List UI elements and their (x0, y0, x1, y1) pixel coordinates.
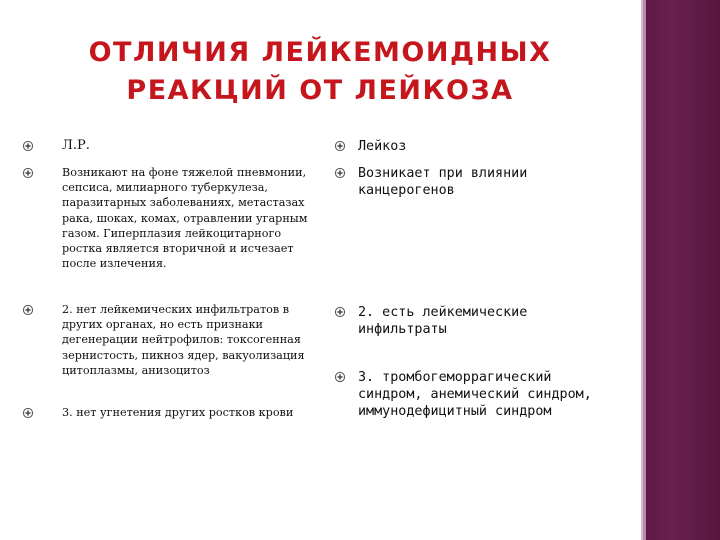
ornamental-bullet-icon (22, 407, 34, 419)
ornamental-bullet-icon (22, 140, 34, 152)
right-item-text: 2. есть лейкемические инфильтраты (358, 305, 528, 338)
ornamental-bullet-icon (334, 167, 346, 179)
ornamental-bullet-icon (22, 304, 34, 316)
ornamental-bullet-icon (22, 167, 34, 179)
ornamental-bullet-icon (334, 306, 346, 318)
slide-title (60, 34, 580, 110)
decorative-sidebar (641, 0, 720, 540)
ornamental-bullet-icon (334, 371, 346, 383)
title-line-1: ОТЛИЧИЯ ЛЕЙКЕМОИДНЫХ (88, 37, 552, 68)
left-item-text: Возникают на фоне тяжелой пневмонии, сепсиса, милиарного туберкулеза, паразитарных заболеваниях, метастазах рака, шоках, комах, отравлении угарным газом. Гиперплазия лейкоцитарного ростка является вторичной и исчезает после излечения. (62, 166, 308, 271)
left-item-text: 3. нет угнетения других ростков крови (62, 406, 294, 419)
right-item-text: Лейкоз (358, 139, 407, 154)
ornamental-bullet-icon (334, 140, 346, 152)
title-line-2: РЕАКЦИЙ ОТ ЛЕЙКОЗА (126, 75, 514, 106)
left-item-text: Л.Р. (62, 138, 90, 153)
right-item-text: 3. тромбогеморрагический синдром, анемический синдром, иммунодефицитный синдром (358, 370, 592, 420)
left-item-text: 2. нет лейкемических инфильтратов в других органах, но есть признаки дегенерации нейтрофилов: токсогенная зернистость, пикноз ядер, вакуолизация цитоплазмы, анизоцитоз (62, 303, 305, 377)
right-item-text: Возникает при влиянии канцерогенов (358, 166, 528, 199)
sidebar-edge (643, 0, 646, 540)
